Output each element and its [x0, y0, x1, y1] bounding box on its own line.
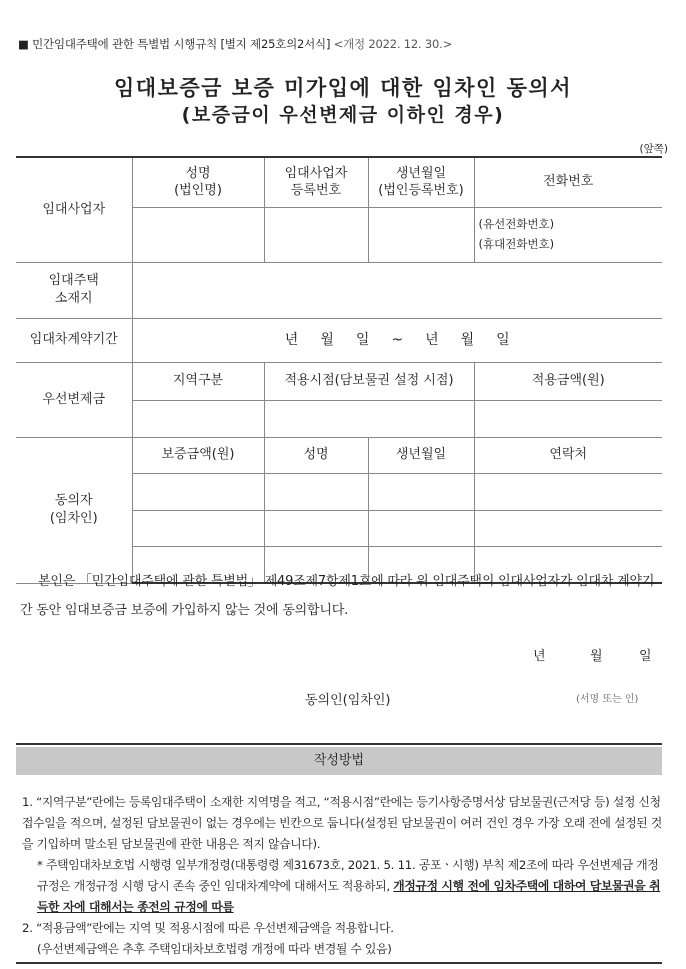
apply-date-input[interactable]: [264, 400, 474, 437]
contact-input-1[interactable]: [474, 473, 662, 510]
note-star-emphasis: 개정규정 시행 전에 임차주택에 대하여 담보물권을 취득한 자에 대해서는 종전의 규정에 따름: [37, 879, 661, 914]
signature-field[interactable]: (서명 또는 인): [576, 694, 639, 705]
mobile-label: (휴대전화번호): [478, 236, 555, 251]
revision-date: <개정 2022. 12. 30.>: [333, 37, 453, 51]
date-month: 월: [590, 649, 603, 664]
location-label-1: 임대주택: [48, 273, 99, 289]
consenter-label-2: (임차인): [49, 511, 98, 526]
location-label-2: 소재지: [54, 291, 93, 306]
period-start-month: 월: [320, 331, 334, 348]
note-2: 2. “적용금액”란에는 지역 및 적용시점에 따른 우선변제금액을 적용합니다.: [22, 921, 394, 935]
form-header: [18, 36, 452, 52]
location-label: [16, 262, 132, 318]
method-title: 작성방법: [16, 747, 662, 775]
lessor-label: 임대사업자: [16, 157, 132, 262]
contact-input-2[interactable]: [474, 510, 662, 546]
bottom-rule: [16, 962, 662, 964]
reg-label: 임대사업자: [284, 165, 348, 181]
landline-label: (유선전화번호): [478, 216, 555, 231]
date-year: 년: [533, 649, 546, 664]
apply-amount-input[interactable]: [474, 400, 662, 437]
consenter-name-input-1[interactable]: [264, 473, 368, 510]
date-day: 일: [639, 649, 652, 664]
signer-label: 동의인(임차인): [305, 693, 391, 708]
priority-label: 우선변제금: [16, 362, 132, 437]
period-label: 임대차계약기간: [16, 318, 132, 362]
lessor-reg-header: [264, 157, 368, 207]
corp-reg-label: (법인등록번호): [378, 183, 464, 199]
note-star: [22, 855, 662, 918]
consenter-birth-input-1[interactable]: [368, 473, 474, 510]
period-end-day: 일: [496, 331, 510, 348]
region-header: 지역구분: [132, 362, 264, 400]
lessor-reg-input[interactable]: [264, 207, 368, 262]
region-input[interactable]: [132, 400, 264, 437]
reg-no-label: 등록번호: [290, 183, 342, 199]
lessor-phone-header: 전화번호: [474, 157, 662, 207]
period-end-year: 년: [425, 331, 439, 348]
location-input[interactable]: [132, 262, 662, 318]
lessor-birth-header: [368, 157, 474, 207]
consenter-label-1: 동의자: [54, 493, 93, 509]
contact-header: 연락처: [474, 437, 662, 473]
consenter-birth-header: 생년월일: [368, 437, 474, 473]
birth-label: 생년월일: [395, 165, 447, 181]
front-page-label: (앞쪽): [639, 143, 668, 155]
consenter-birth-input-2[interactable]: [368, 510, 474, 546]
page-title: 임대보증금 보증 미가입에 대한 임차인 동의서: [114, 76, 572, 100]
consenter-name-header: 성명: [264, 437, 368, 473]
period-input[interactable]: [132, 318, 662, 362]
lessor-name-input[interactable]: [132, 207, 264, 262]
lessor-birth-input[interactable]: [368, 207, 474, 262]
deposit-input-1[interactable]: [132, 473, 264, 510]
consenter-label: [16, 437, 132, 583]
apply-date-header: 적용시점(담보물권 설정 시점): [264, 362, 474, 400]
deposit-header: 보증금액(원): [132, 437, 264, 473]
apply-amount-header: 적용금액(원): [474, 362, 662, 400]
name-label: 성명: [185, 165, 211, 181]
note-1: 1. “지역구분”란에는 등록임대주택이 소재한 지역명을 적고, “적용시점”란에는 등기사항증명서상 담보물권(근저당 등) 설정 신청 접수일을 적으며, 설정된 담보물권이 없는 경우에는 빈칸으로 둡니다(설정된 담보물권이 여러 건인 경우 가장 오래 전에 설정된 것을 기입하며 말소된 담보물권에 관한 내용은 적지 않습니다).: [22, 795, 662, 851]
section-divider: [16, 743, 662, 745]
consent-statement: 본인은 「민간임대주택에 관한 특별법」 제49조제7항제1호에 따라 위 임대주택의 임대사업자가 임대차 계약기간 동안 임대보증금 보증에 가입하지 않는 것에 동의합니다.: [20, 574, 655, 618]
form-header-text: ■ 민간임대주택에 관한 특별법 시행규칙 [별지 제25호의2서식]: [18, 37, 331, 51]
period-end-month: 월: [460, 331, 475, 348]
period-start-day: 일: [355, 331, 370, 348]
lessor-name-header: [132, 157, 264, 207]
note-star-text: * 주택임대차보호법 시행령 일부개정령(대통령령 제31673호, 2021. 5. 11. 공포ㆍ시행) 부칙 제2조에 따라 우선변제금 개정규정은 개정규정 시행 당시 존속 중인 임대차계약에 대해서도 적용하되,: [37, 858, 659, 893]
deposit-input-2[interactable]: [132, 510, 264, 546]
instructions: [22, 792, 662, 960]
corp-name-label: (법인명): [174, 183, 222, 199]
lessor-phone-input[interactable]: [474, 207, 662, 262]
note-2-sub: (우선변제금액은 추후 주택임대차보호법령 개정에 따라 변경될 수 있음): [37, 942, 392, 956]
period-tilde: ~: [391, 331, 404, 348]
consenter-name-input-2[interactable]: [264, 510, 368, 546]
period-start-year: 년: [284, 331, 299, 348]
page-subtitle: (보증금이 우선변제금 이하인 경우): [181, 104, 505, 126]
consent-form-table: [16, 156, 662, 584]
